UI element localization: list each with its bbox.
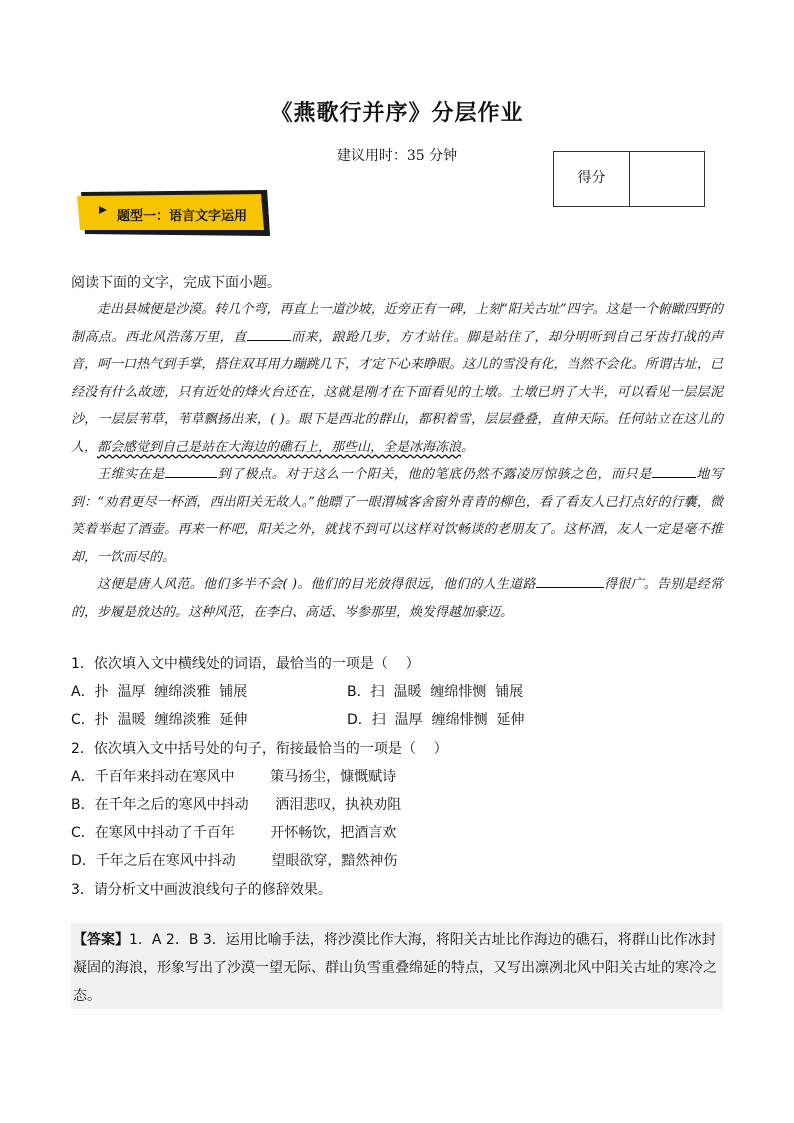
fill-blank-2[interactable] (165, 463, 217, 478)
passage-paragraph-2 (71, 461, 723, 571)
suggested-time: 建议用时：35 分钟 (336, 148, 458, 164)
p1-text-c: 。 (461, 439, 475, 455)
fill-blank-4[interactable] (536, 573, 604, 588)
reading-instruction: 阅读下面的文字，完成下面小题。 (71, 275, 281, 291)
score-label: 得分 (554, 152, 630, 206)
score-box (553, 151, 705, 207)
q1-option-c[interactable]: C．扑 温暖 缠绵淡雅 延伸 (71, 712, 248, 729)
p2-text-a: 王维实在是 (97, 467, 165, 482)
q2-option-b[interactable]: B．在千年之后的寒风中抖动 洒泪悲叹，执袂劝阻 (71, 797, 402, 814)
question-list (71, 650, 723, 904)
question-2: 2．依次填入文中括号处的句子，衔接最恰当的一项是（ ） (71, 740, 448, 757)
passage-paragraph-1 (71, 296, 723, 461)
question-3: 3．请分析文中画波浪线句子的修辞效果。 (71, 881, 332, 898)
score-value-field[interactable] (630, 152, 704, 206)
p1-text-b: 而来，踉跄几步，方才站住。脚是站住了，却分明听到自己牙齿打战的声音，呵一口热气到手掌，搭住双耳用力蹦跳几下，才定下心来睁眼。这儿的雪没有化，当然不会化。所谓古址，已经没有什么故迹，只有近处的烽火台还在，这就是刚才在下面看见的土墩。土墩已坍了大半，可以看见一层层泥沙，一层层苇草，苇草飘扬出来，( )。眼下是西北的群山，都积着雪，层层叠叠，直伸天际。任何站立在这儿的人， (71, 329, 723, 455)
passage-paragraph-3 (71, 571, 723, 626)
banner-label: 题型一：语言文字运用 (117, 209, 248, 224)
question-1-options-row-2 (71, 706, 723, 734)
p2-text-c: 地写到：“劝君更尽一杯酒，西出阳关无故人。”他瞟了一眼渭城客舍窗外青青的柳色，看了看友人已打点好的行囊，微笑着举起了酒壶。再来一杯吧，阳关之外，就找不到可以这样对饮畅谈的老朋友了。这杯酒，友人一定是毫不推却，一饮而尽的。 (71, 467, 723, 565)
section-banner (77, 190, 270, 236)
reading-passage (71, 296, 723, 626)
p2-text-b: 到了极点。对于这么一个阳关，他的笔底仍然不露凌厉惊骇之色，而只是 (216, 467, 652, 482)
page-title: 《燕歌行并序》分层作业 (270, 101, 524, 126)
q1-option-b[interactable]: B．扫 温暖 缠绵悱恻 铺展 (347, 684, 524, 701)
p3-text-a: 这便是唐人风范。他们多半不会( )。他们的目光放得很远，他们的人生道路 (97, 577, 536, 592)
q2-option-c[interactable]: C．在寒风中抖动了千百年 开怀畅饮，把酒言欢 (71, 825, 397, 842)
p3-text-b: 得很广。告别是经常的，步履是放达的。这种风范，在李白、高适、岑参那里，焕发得越加豪迈。 (71, 577, 723, 620)
question-1: 1．依次填入文中横线处的词语，最恰当的一项是（ ） (71, 656, 420, 672)
fill-blank-1[interactable] (247, 326, 291, 341)
q1-option-d[interactable]: D．扫 温厚 缠绵悱恻 延伸 (347, 712, 525, 729)
answer-text: 1．A 2．B 3．运用比喻手法，将沙漠比作大海，将阳关古址比作海边的礁石，将群山比作冰封凝固的海浪，形象写出了沙漠一望无际、群山负雪重叠绵延的特点，又写出凛冽北风中阳关古址的寒冷之态。 (73, 932, 717, 1004)
question-1-options-row-1 (71, 678, 723, 706)
q2-option-d[interactable]: D．千年之后在寒风中抖动 望眼欲穿，黯然神伤 (71, 853, 398, 870)
fill-blank-3[interactable] (652, 463, 696, 478)
answer-box (71, 923, 723, 1009)
answer-tag: 【答案】 (73, 932, 129, 948)
p1-text-a: 走出县城便是沙漠。转几个弯，再直上一道沙坡，近旁正有一碑，上刻“阳关古址”四字。这是一个俯瞰四野的制高点。西北风浩荡万里，直 (71, 302, 723, 345)
q2-option-a[interactable]: A．千百年来抖动在寒风中 策马扬尘，慷慨赋诗 (71, 768, 397, 785)
wavy-underlined-sentence: 都会感觉到自己是站在大海边的礁石上，那些山，全是冰海冻浪 (97, 439, 462, 455)
q1-option-a[interactable]: A．扑 温厚 缠绵淡雅 铺展 (71, 684, 248, 701)
